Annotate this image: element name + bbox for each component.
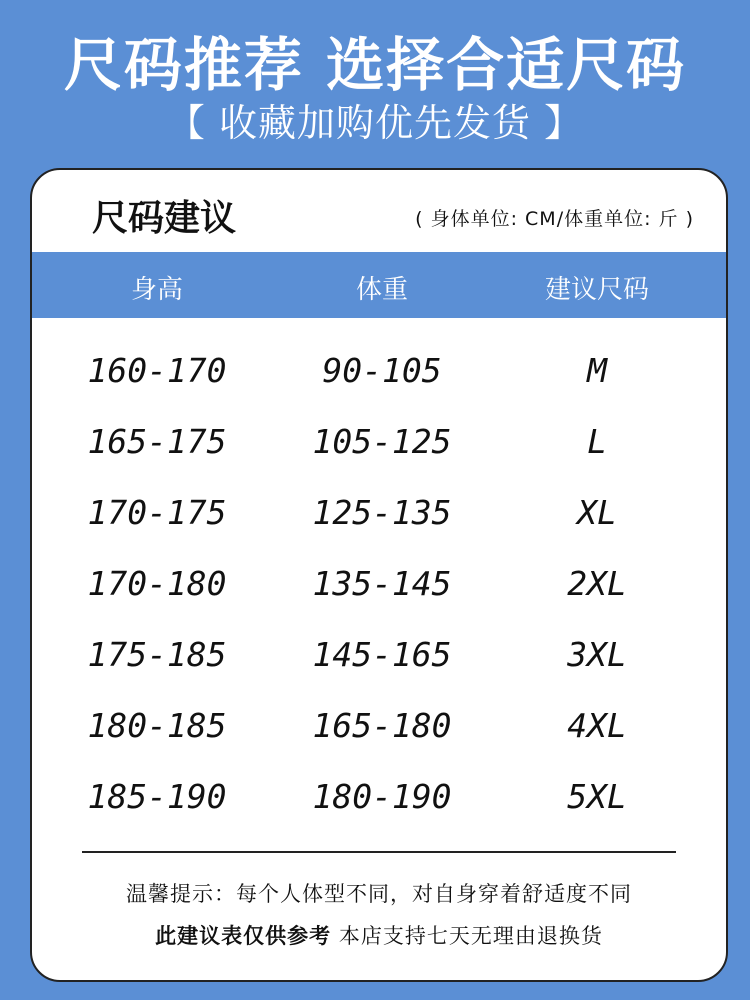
table-header	[32, 252, 726, 318]
height-cell: 165-175	[87, 422, 227, 461]
table-body	[32, 345, 726, 842]
table-row	[32, 558, 726, 629]
column-header-height: 身高	[130, 275, 183, 305]
size-cell: L	[587, 422, 607, 461]
height-cell: 170-180	[87, 564, 227, 603]
tip-return-policy: 本店支持七天无理由退换货	[331, 924, 603, 948]
height-cell: 185-190	[87, 777, 227, 816]
card-title: 尺码建议	[92, 198, 237, 239]
size-cell: 5XL	[567, 777, 627, 816]
weight-cell: 105-125	[312, 422, 452, 461]
height-cell: 175-185	[87, 635, 227, 674]
size-cell: 4XL	[567, 706, 627, 745]
divider	[82, 851, 676, 853]
table-row	[32, 629, 726, 700]
height-cell: 160-170	[87, 351, 227, 390]
table-row	[32, 487, 726, 558]
weight-cell: 135-145	[312, 564, 452, 603]
height-cell: 170-175	[87, 493, 227, 532]
unit-note: ( 身体单位: CM/体重单位: 斤 )	[415, 208, 694, 230]
size-chart-card	[30, 168, 728, 982]
tip-line-2	[32, 920, 726, 950]
table-row	[32, 416, 726, 487]
column-header-size: 建议尺码	[544, 275, 649, 305]
size-cell: 3XL	[567, 635, 627, 674]
size-cell: XL	[577, 493, 617, 532]
tip-line-1: 温馨提示：每个人体型不同，对自身穿着舒适度不同	[126, 882, 632, 906]
weight-cell: 125-135	[312, 493, 452, 532]
column-header-weight: 体重	[355, 275, 408, 305]
tip-disclaimer: 此建议表仅供参考	[155, 924, 332, 948]
weight-cell: 165-180	[312, 706, 452, 745]
weight-cell: 145-165	[312, 635, 452, 674]
size-cell: M	[587, 351, 607, 390]
weight-cell: 90-105	[322, 351, 442, 390]
table-row	[32, 345, 726, 416]
headline: 尺码推荐 选择合适尺码	[63, 31, 687, 99]
table-row	[32, 700, 726, 771]
table-row	[32, 771, 726, 842]
height-cell: 180-185	[87, 706, 227, 745]
subheadline: 【 收藏加购优先发货 】	[166, 101, 584, 145]
weight-cell: 180-190	[312, 777, 452, 816]
size-cell: 2XL	[567, 564, 627, 603]
